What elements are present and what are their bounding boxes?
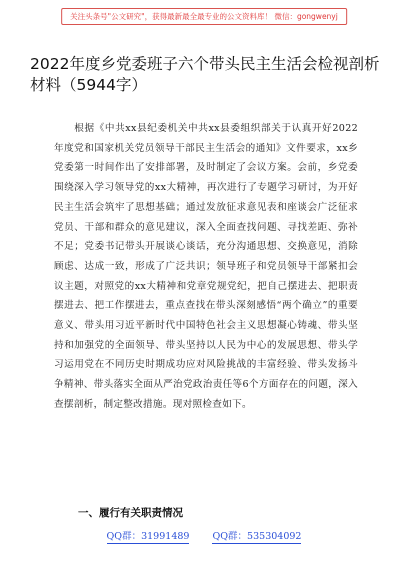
body-paragraph-text: 根据《中共xx县纪委机关中共xx县委组织部关于认真开好2022年度党和国家机关党员领导干部民主生活会的通知》文件要求，xx乡党委第一时间作出了安排部署，及时制定了会议方案。会前，乡党委围绕深入学习领导党的xx大精神，再次进行了专题学习研讨，为开好民主生活会筑牢了思想基础；通过发放征求意见表和座谈会广泛征求党员、干部和群众的意见建议，深入全面查找问题、寻找差距、弥补不足；党委书记带头开展谈心谈话，充分沟通思想、交换意见，消除顾虑、达成一致，形成了广泛共识；领导班子和党员领导干部紧扣会议主题，对照党的xx大精神和党章党规党纪，把自己摆进去、把职责摆进去、把工作摆进去，重点查找在带头深刻感悟“两个确立”的重要意义、带头用习近平新时代中国特色社会主义思想凝心铸魂、带头坚持和加强党的全面领导、带头坚持以人民为中心的发展思想、带头学习运用党在不同历史时期成功应对风险挑战的丰富经验、带头发扬斗争精神、带头落实全面从严治党政治责任等6个方面存在的问题，深入查摆剖析，制定整改措施。现对照检查如下。 [54, 123, 358, 410]
document-title: 2022年度乡党委班子六个带头民主生活会检视剖析材料（5944字） [30, 55, 380, 94]
section-heading-1: 一、履行有关职责情况 [78, 507, 183, 519]
body-paragraph [54, 119, 358, 415]
top-banner: 关注头条号"公文研究"，获得最新最全最专业的公文资料库！ 微信：gongwenyj [61, 8, 347, 25]
footer-qq-group-2[interactable]: QQ群：535304092 [212, 531, 302, 542]
footer-contacts [0, 531, 408, 544]
footer-qq-group-1[interactable]: QQ群：31991489 [106, 531, 190, 542]
